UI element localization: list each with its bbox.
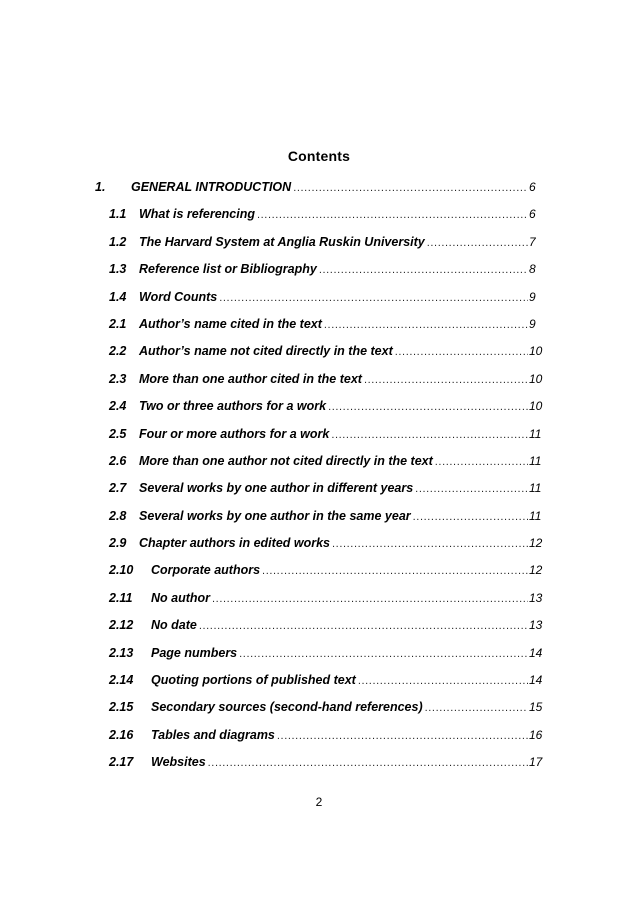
toc-entry-number: 2.14 [109, 673, 134, 688]
table-of-contents [95, 180, 545, 783]
toc-entry-label: Corporate authors [151, 563, 261, 578]
toc-entry-number: 2.10 [109, 563, 134, 578]
toc-entry-label: Quoting portions of published text [151, 673, 356, 688]
toc-entry-label: Reference list or Bibliography [139, 262, 317, 277]
toc-entry-label: GENERAL INTRODUCTION [131, 180, 292, 194]
toc-entry-label: No author [151, 590, 211, 605]
toc-dot-leader [331, 429, 528, 441]
toc-entry[interactable] [95, 646, 545, 673]
toc-entry-page: 6 [529, 180, 536, 194]
toc-entry-page: 12 [529, 536, 543, 551]
toc-dot-leader [208, 757, 528, 769]
toc-dot-leader [293, 182, 528, 194]
toc-entry-number: 2.3 [109, 371, 127, 386]
toc-entry-label: Four or more authors for a work [139, 426, 330, 441]
toc-dot-leader [319, 264, 528, 276]
toc-entry-number: 1. [95, 180, 106, 194]
toc-entry-page: 10 [529, 344, 543, 359]
toc-entry-label: Author’s name not cited directly in the text [139, 344, 393, 359]
toc-entry-label: More than one author not cited directly in the text [139, 453, 433, 468]
toc-entry-number: 2.7 [109, 481, 127, 496]
toc-entry[interactable] [95, 454, 545, 481]
toc-entry-label: No date [151, 618, 197, 633]
toc-entry-page: 11 [529, 453, 542, 468]
toc-entry-page: 6 [529, 207, 536, 222]
toc-entry-label: Two or three authors for a work [139, 399, 327, 414]
toc-entry[interactable] [95, 427, 545, 454]
toc-entry-page: 13 [529, 590, 543, 605]
toc-entry-number: 1.3 [109, 262, 127, 277]
toc-entry-page: 10 [529, 371, 543, 386]
toc-dot-leader [413, 511, 528, 523]
toc-dot-leader [324, 319, 528, 331]
toc-entry[interactable] [95, 673, 545, 700]
toc-entry-number: 2.12 [109, 618, 134, 633]
toc-entry[interactable] [95, 591, 545, 618]
toc-entry-number: 2.13 [109, 645, 134, 660]
toc-dot-leader [332, 538, 528, 550]
toc-entry-label: Websites [151, 755, 206, 770]
toc-entry-number: 2.4 [109, 399, 127, 414]
toc-entry-number: 2.8 [109, 508, 127, 523]
toc-entry-page: 10 [529, 399, 543, 414]
toc-entry-page: 11 [529, 508, 542, 523]
toc-entry-label: More than one author cited in the text [139, 371, 362, 386]
toc-entry[interactable] [95, 262, 545, 289]
toc-entry[interactable] [95, 563, 545, 590]
toc-entry-number: 2.5 [109, 426, 127, 441]
page-title: Contents [287, 148, 351, 164]
toc-entry-label: Author’s name cited in the text [139, 316, 322, 331]
toc-entry-number: 2.2 [109, 344, 127, 359]
toc-entry-label: Tables and diagrams [151, 727, 275, 742]
toc-dot-leader [395, 346, 528, 358]
toc-entry[interactable] [95, 207, 545, 234]
toc-dot-leader [364, 374, 528, 386]
toc-entry[interactable] [95, 481, 545, 508]
toc-dot-leader [358, 675, 528, 687]
toc-entry-page: 15 [529, 700, 543, 715]
toc-entry-number: 2.15 [109, 700, 134, 715]
toc-dot-leader [435, 456, 528, 468]
toc-dot-leader [199, 620, 528, 632]
toc-entry[interactable] [95, 399, 545, 426]
toc-entry-label: Word Counts [139, 289, 218, 304]
toc-dot-leader [219, 292, 528, 304]
toc-entry-page: 8 [529, 262, 536, 277]
toc-entry-label: Several works by one author in different years [139, 481, 414, 496]
toc-entry[interactable] [95, 344, 545, 371]
toc-entry[interactable] [95, 700, 545, 727]
toc-entry-number: 2.16 [109, 727, 134, 742]
toc-entry-number: 2.1 [109, 316, 127, 331]
toc-entry-page: 11 [529, 481, 542, 496]
toc-entry-page: 16 [529, 727, 543, 742]
toc-entry[interactable] [95, 290, 545, 317]
toc-dot-leader [239, 648, 528, 660]
toc-entry[interactable] [95, 180, 545, 207]
toc-dot-leader [212, 593, 528, 605]
toc-entry[interactable] [95, 755, 545, 782]
toc-entry-label: The Harvard System at Anglia Ruskin University [139, 234, 425, 249]
toc-entry-number: 2.11 [109, 590, 133, 605]
toc-dot-leader [277, 730, 528, 742]
toc-entry-label: Page numbers [151, 645, 238, 660]
page-number: 2 [315, 795, 323, 809]
toc-entry[interactable] [95, 728, 545, 755]
toc-entry-label: Secondary sources (second-hand references) [151, 700, 423, 715]
toc-entry[interactable] [95, 618, 545, 645]
toc-entry-page: 7 [529, 234, 536, 249]
toc-entry[interactable] [95, 235, 545, 262]
toc-entry-page: 9 [529, 316, 536, 331]
toc-entry-label: What is referencing [139, 207, 255, 222]
toc-entry-page: 14 [529, 645, 543, 660]
toc-entry-number: 1.1 [109, 207, 127, 222]
toc-entry-number: 2.17 [109, 755, 134, 770]
toc-entry[interactable] [95, 317, 545, 344]
toc-entry-page: 9 [529, 289, 536, 304]
toc-entry-label: Chapter authors in edited works [139, 536, 331, 551]
toc-entry[interactable] [95, 536, 545, 563]
toc-dot-leader [415, 483, 528, 495]
toc-dot-leader [262, 565, 528, 577]
toc-entry-number: 1.2 [109, 234, 127, 249]
toc-dot-leader [427, 237, 528, 249]
toc-entry-page: 13 [529, 618, 543, 633]
toc-entry-number: 1.4 [109, 289, 127, 304]
toc-entry-page: 14 [529, 673, 543, 688]
toc-dot-leader [257, 209, 528, 221]
toc-entry[interactable] [95, 509, 545, 536]
toc-entry[interactable] [95, 372, 545, 399]
toc-entry-number: 2.9 [109, 536, 127, 551]
toc-dot-leader [328, 401, 528, 413]
toc-entry-number: 2.6 [109, 453, 127, 468]
toc-entry-page: 12 [529, 563, 543, 578]
toc-entry-page: 17 [529, 755, 543, 770]
toc-dot-leader [425, 702, 528, 714]
toc-entry-page: 11 [529, 426, 542, 441]
toc-entry-label: Several works by one author in the same year [139, 508, 411, 523]
